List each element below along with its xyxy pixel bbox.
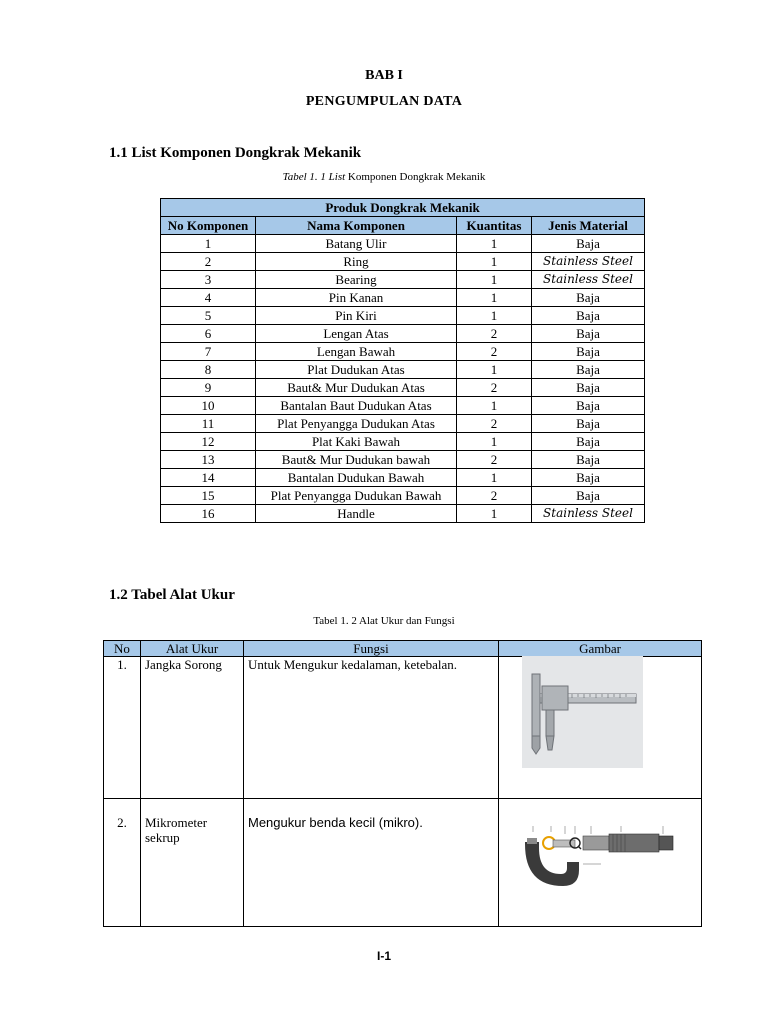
component-no: 6 (161, 325, 256, 343)
tool-name: Jangka Sorong (141, 657, 244, 799)
component-qty: 1 (457, 289, 532, 307)
table-row (161, 253, 645, 271)
component-qty: 2 (457, 415, 532, 433)
component-material: Baja (532, 379, 645, 397)
component-material: Baja (532, 433, 645, 451)
col-header-tool: Alat Ukur (141, 641, 244, 657)
table-row (161, 415, 645, 433)
component-name: Plat Kaki Bawah (256, 433, 457, 451)
table-row (161, 433, 645, 451)
component-name: Lengan Bawah (256, 343, 457, 361)
table-row (161, 307, 645, 325)
component-name: Plat Dudukan Atas (256, 361, 457, 379)
chapter-title: PENGUMPULAN DATA (305, 94, 463, 109)
component-material: Stainless Steel (532, 505, 645, 523)
component-material: Baja (532, 451, 645, 469)
tool-name: Mikrometer sekrup (141, 799, 244, 927)
table-row (161, 469, 645, 487)
tool-function: Untuk Mengukur kedalaman, ketebalan. (244, 657, 499, 799)
component-material: Baja (532, 307, 645, 325)
component-qty: 1 (457, 397, 532, 415)
caliper-image (522, 656, 643, 768)
component-name: Pin Kiri (256, 307, 457, 325)
component-no: 15 (161, 487, 256, 505)
component-name: Batang Ulir (256, 235, 457, 253)
component-qty: 1 (457, 271, 532, 289)
component-qty: 1 (457, 433, 532, 451)
table-row (161, 487, 645, 505)
table-row (161, 379, 645, 397)
section-heading-1: 1.1 List Komponen Dongkrak Mekanik (109, 145, 362, 161)
tool-no: 1. (104, 657, 141, 799)
component-material: Baja (532, 289, 645, 307)
component-qty: 2 (457, 451, 532, 469)
caption-rest: Komponen Dongkrak Mekanik (345, 171, 486, 183)
table-caption-1 (0, 171, 768, 183)
component-qty: 1 (457, 361, 532, 379)
tool-function: Mengukur benda kecil (mikro). (244, 799, 499, 927)
component-qty: 1 (457, 307, 532, 325)
component-qty: 1 (457, 235, 532, 253)
component-no: 10 (161, 397, 256, 415)
chapter-label: BAB I (365, 68, 403, 83)
component-no: 4 (161, 289, 256, 307)
table-row (161, 325, 645, 343)
component-no: 8 (161, 361, 256, 379)
section-heading-2: 1.2 Tabel Alat Ukur (109, 587, 235, 603)
col-header-image: Gambar (499, 641, 702, 657)
component-table (160, 198, 645, 523)
component-material: Baja (532, 469, 645, 487)
component-no: 9 (161, 379, 256, 397)
col-header-material: Jenis Material (532, 217, 645, 235)
col-header-no: No (104, 641, 141, 657)
component-material: Baja (532, 361, 645, 379)
tool-no: 2. (104, 799, 141, 927)
component-no: 13 (161, 451, 256, 469)
table-row (161, 361, 645, 379)
component-name: Pin Kanan (256, 289, 457, 307)
component-material: Baja (532, 487, 645, 505)
component-qty: 2 (457, 379, 532, 397)
component-name: Bearing (256, 271, 457, 289)
table-row (161, 271, 645, 289)
component-name: Plat Penyangga Dudukan Atas (256, 415, 457, 433)
col-header-no: No Komponen (161, 217, 256, 235)
component-name: Bantalan Dudukan Bawah (256, 469, 457, 487)
component-qty: 2 (457, 325, 532, 343)
col-header-qty: Kuantitas (457, 217, 532, 235)
component-name: Lengan Atas (256, 325, 457, 343)
component-material: Stainless Steel (532, 271, 645, 289)
component-name: Plat Penyangga Dudukan Bawah (256, 487, 457, 505)
component-qty: 1 (457, 505, 532, 523)
caption-prefix: Tabel 1. 1 List (282, 171, 346, 183)
component-no: 12 (161, 433, 256, 451)
component-name: Baut& Mur Dudukan bawah (256, 451, 457, 469)
component-name: Handle (256, 505, 457, 523)
table-row (161, 505, 645, 523)
table-row (161, 235, 645, 253)
component-material: Baja (532, 325, 645, 343)
component-material: Baja (532, 397, 645, 415)
table-title: Produk Dongkrak Mekanik (161, 199, 645, 217)
component-material: Baja (532, 235, 645, 253)
micrometer-image (517, 800, 683, 900)
component-qty: 1 (457, 253, 532, 271)
component-no: 11 (161, 415, 256, 433)
col-header-name: Nama Komponen (256, 217, 457, 235)
component-name: Baut& Mur Dudukan Atas (256, 379, 457, 397)
table-caption-2: Tabel 1. 2 Alat Ukur dan Fungsi (313, 615, 455, 627)
component-no: 2 (161, 253, 256, 271)
component-material: Baja (532, 415, 645, 433)
component-no: 5 (161, 307, 256, 325)
col-header-function: Fungsi (244, 641, 499, 657)
page-number: I-1 (376, 949, 391, 963)
component-no: 1 (161, 235, 256, 253)
component-no: 16 (161, 505, 256, 523)
component-qty: 2 (457, 487, 532, 505)
table-row (161, 343, 645, 361)
component-material: Baja (532, 343, 645, 361)
component-material: Stainless Steel (532, 253, 645, 271)
component-no: 3 (161, 271, 256, 289)
table-row (161, 289, 645, 307)
component-qty: 2 (457, 343, 532, 361)
component-no: 7 (161, 343, 256, 361)
component-table-body (161, 235, 645, 523)
component-no: 14 (161, 469, 256, 487)
table-row (161, 397, 645, 415)
table-row (161, 451, 645, 469)
component-name: Bantalan Baut Dudukan Atas (256, 397, 457, 415)
component-name: Ring (256, 253, 457, 271)
component-qty: 1 (457, 469, 532, 487)
